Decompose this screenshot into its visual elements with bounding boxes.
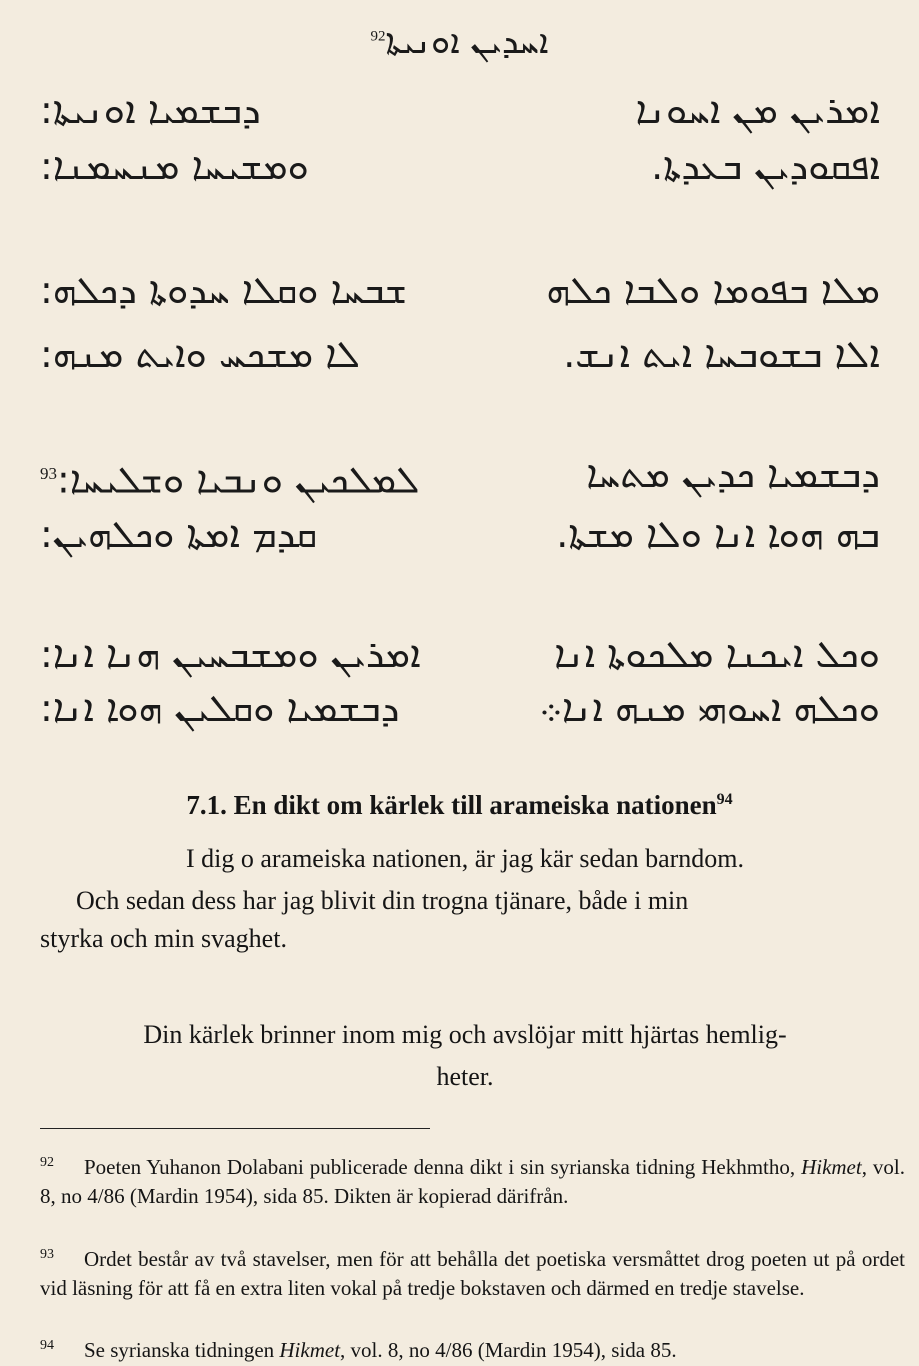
footnote-italic: Hikmet [801, 1155, 862, 1179]
syriac-verse-left: ܕܒܫܡܝܐ ܟܕܝܢ ܡܬܚܐ [586, 452, 880, 496]
syriac-verse-line [40, 138, 880, 194]
syriac-verse-line [40, 446, 880, 502]
footnote-text: Se syrianska tidningen [84, 1338, 280, 1362]
syriac-verse-left: ܘܟܠ ܐܝܟܢܐ ܡܠܟܘܬܐ ܐܢܐ [554, 632, 880, 676]
syriac-verse-right: ܕܒܫܡܝܐ ܘܩܠܝܢ ܗܘܐ ܐܢܐ: [40, 686, 400, 730]
syriac-verse-left: ܒܗ ܗܘܐ ܐܢܐ ܘܠܐ ܡܫܬܐ. [556, 512, 880, 556]
footnote-number: 93 [40, 1247, 54, 1262]
section-heading-text: 7.1. En dikt om kärlek till arameiska nationen [186, 790, 717, 820]
footnote-ref-94: 94 [716, 791, 733, 808]
footnote [40, 1240, 905, 1303]
syriac-verse-line [40, 262, 880, 318]
footnote-text: Ordet består av två stavelser, men för att behålla det poetiska versmåttet drog poeten ut på ordet vid läsning för att få en extra liten vokal på tredje bokstaven och därmed en tredje stavelse. [40, 1247, 905, 1300]
footnote-ref-92: 92 [370, 28, 386, 45]
syriac-verse-right-text: ܠܡܠܟܝܢ ܘܢܒܝܐ ܘܫܠܝܚܐ: [57, 457, 420, 502]
footnote-ref-93: 93 [40, 464, 57, 483]
syriac-verse-left: ܐܦܩܘܕܝܢ ܒܥܕܬܐ. [651, 144, 880, 188]
syriac-verse-line [40, 626, 880, 682]
footnote-number: 92 [40, 1155, 54, 1170]
footnote-text: Poeten Yuhanon Dolabani publicerade denna dikt i sin syrianska tidning Hekhmtho, [84, 1155, 802, 1179]
poem-line: heter. [436, 1062, 494, 1091]
syriac-title [0, 22, 919, 62]
poem-line: Och sedan dess har jag blivit din trogna tjänare, både i min [76, 886, 689, 915]
syriac-verse-right: ܫܒܚܐ ܘܩܠܐ ܚܕܘܬܐ ܕܟܠܗ: [40, 268, 408, 312]
syriac-verse-left: ܘܟܠܗ ܐܚܘܗܝ ܡܢܗ ܐܢܐ܀ [539, 686, 880, 730]
footnote [40, 1331, 905, 1365]
footnote-divider [40, 1128, 430, 1129]
syriac-title-text: ܐܚܕܝܢ ܐܘܢܝܬܐ [385, 22, 549, 62]
poem-line: Din kärlek brinner inom mig och avslöjar mitt hjärtas hemlig- [143, 1020, 787, 1049]
syriac-verse-line [40, 326, 880, 382]
poem-line: styrka och min svaghet. [40, 924, 287, 953]
syriac-verse-left: ܐܠܐ ܒܫܘܒܚܐ ܐܝܬ ܐܢܫ. [563, 332, 880, 376]
poem-line: I dig o arameiska nationen, är jag kär sedan barndom. [185, 844, 745, 873]
footnote [40, 1148, 905, 1211]
footnote-number: 94 [40, 1338, 54, 1353]
section-heading [0, 790, 919, 821]
syriac-verse-left: ܡܠܐ ܒܦܘܡܐ ܘܠܒܐ ܟܠܗ [546, 268, 880, 312]
syriac-verse-right: ܕܒܫܡܝܐ ܐܘܢܝܬܐ: [40, 88, 261, 132]
syriac-verse-line [40, 82, 880, 138]
footnote-italic: Hikmet [279, 1338, 341, 1362]
syriac-verse-right: ܠܐ ܡܫܟܚ ܘܐܝܬ ܡܢܗ: [40, 332, 361, 376]
syriac-verse-right: ܘܡܫܝܚܐ ܡܢܚܡܢܐ: [40, 144, 309, 188]
syriac-verse-right: ܩܕܡ ܐܡܬܐ ܘܟܠܗܝܢ: [40, 512, 318, 556]
syriac-verse-right [40, 446, 420, 502]
syriac-verse-line [40, 506, 880, 562]
footnote-text-tail: , vol. 8, no 4/86 (Mardin 1954), sida 85. Dikten är kopierad därifrån. [40, 1155, 905, 1208]
syriac-verse-line [40, 680, 880, 736]
footnote-text-tail: , vol. 8, no 4/86 (Mardin 1954), sida 85. [340, 1338, 677, 1362]
syriac-verse-right: ܐܡܪܝܢ ܘܡܫܒܚܝܢ ܗܢܐ ܐܢܐ: [40, 632, 421, 676]
syriac-verse-left: ܐܡܪܝܢ ܡܢ ܐܚܘܢܐ [635, 88, 880, 132]
